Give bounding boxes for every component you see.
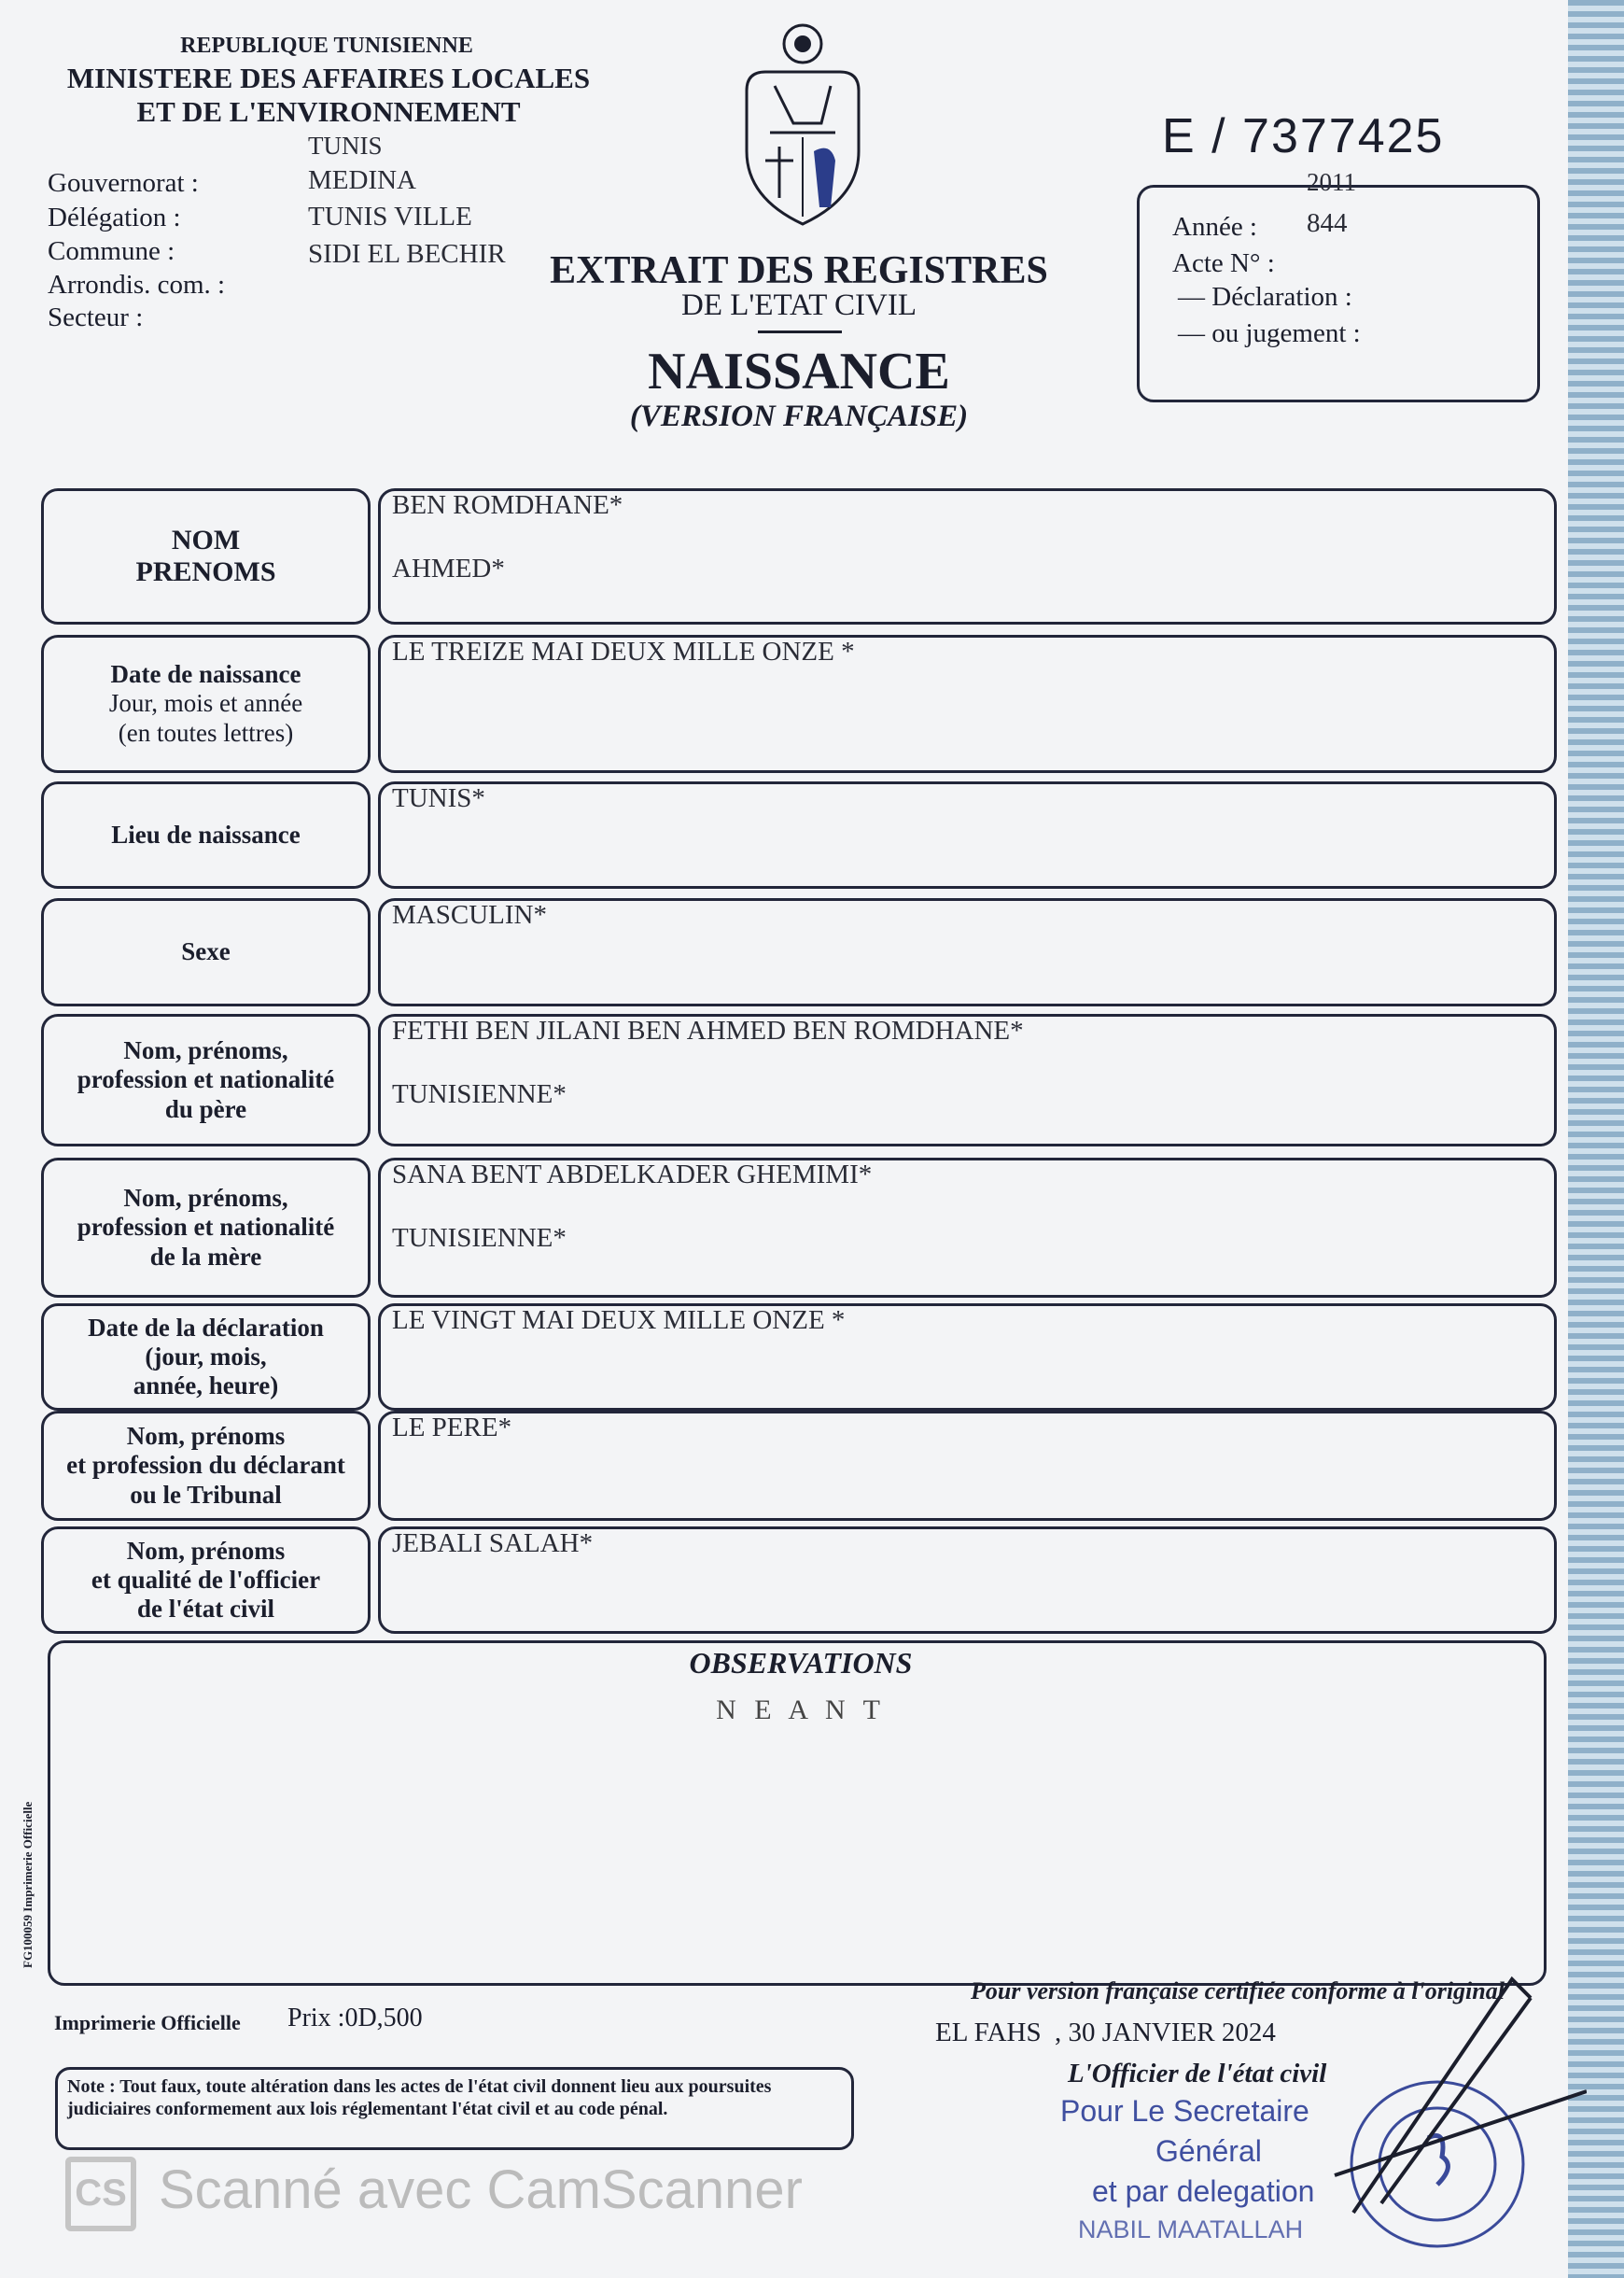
title-line1: EXTRAIT DES REGISTRES [550,249,1048,292]
acte-year: 2011 [1307,168,1356,196]
row-value: JEBALI SALAH* [392,1528,594,1558]
row-value: LE PERE* [392,1413,512,1442]
row-label: Date de la déclaration (jour, mois, année, heure) [88,1313,324,1400]
row-value-box [378,1411,1557,1521]
republic-label: REPUBLIQUE TUNISIENNE [180,34,473,58]
stamp-line1: Pour Le Secretaire [1060,2094,1309,2128]
row-label: Nom, prénoms et profession du déclarant ou le Tribunal [66,1422,345,1509]
security-border [1568,0,1624,2278]
date-label: , 30 JANVIER 2024 [1055,2018,1276,2047]
row-value: BEN ROMDHANE* [392,490,623,520]
title-divider [758,330,842,333]
observations-label: OBSERVATIONS [689,1646,913,1680]
stamp-line3: et par delegation [1092,2174,1315,2208]
row-label: Nom, prénoms, profession et nationalité du père [77,1036,335,1123]
commune-value: SIDI EL BECHIR [308,239,506,269]
certified-label: Pour version française certifiée conforme à l'original [971,1977,1505,2004]
ministry-line1: MINISTERE DES AFFAIRES LOCALES [66,62,591,94]
row-sublabel: Jour, mois et année (en toutes lettres) [108,689,303,747]
annee-label: Année : [1172,212,1257,242]
row-label: Lieu de naissance [111,820,301,849]
stamp-line4: NABIL MAATALLAH [1078,2215,1304,2243]
observations-box [48,1640,1547,1986]
observations-value: N E A N T [716,1694,886,1725]
tunisia-coat-of-arms-emblem [737,21,868,228]
row-value: TUNIS* [392,783,485,813]
declaration-label: — Déclaration : [1178,282,1352,312]
place-label: EL FAHS [935,2018,1042,2047]
row-value-box [378,781,1557,889]
row-value: TUNISIENNE* [392,1079,567,1109]
row-label-box [41,1303,371,1411]
row-value: LE VINGT MAI DEUX MILLE ONZE * [392,1305,846,1335]
printer-label: Imprimerie Officielle [54,2011,241,2034]
delegation-label: Délégation : [48,203,181,232]
title-line2: DE L'ETAT CIVIL [681,288,917,322]
row-label: Sexe [181,937,231,966]
gouvernorat-label: Gouvernorat : [48,168,199,198]
row-label-box [41,898,371,1006]
camscanner-logo-icon: CS [65,2157,136,2231]
row-value: TUNISIENNE* [392,1223,567,1253]
row-label-box [41,1014,371,1146]
version-label: (VERSION FRANÇAISE) [629,400,969,433]
row-value: MASCULIN* [392,900,547,930]
row-value: SANA BENT ABDELKADER GHEMIMI* [392,1160,873,1189]
row-label-box [41,1411,371,1521]
officer-label: L'Officier de l'état civil [1068,2059,1327,2088]
row-label: NOM PRENOMS [135,524,276,587]
row-value: FETHI BEN JILANI BEN AHMED BEN ROMDHANE* [392,1016,1024,1046]
jugement-label: — ou jugement : [1178,318,1361,348]
side-print-ref: FG100059 Imprimerie Officielle [21,1801,35,1968]
official-seal-and-signature-icon [1325,1970,1587,2250]
row-value: LE TREIZE MAI DEUX MILLE ONZE * [392,637,855,667]
delegation-value: TUNIS VILLE [308,202,472,232]
row-label-box [41,635,371,773]
commune-label: Commune : [48,236,175,266]
row-label-box [41,781,371,889]
acte-label: Acte N° : [1172,248,1275,278]
legal-note: Note : Tout faux, toute altération dans les actes de l'état civil donnent lieu aux poursuites judiciaires conformement aux lois réglementant l'état civil et au code pénal. [67,2076,772,2119]
gouvernorat-value-top: TUNIS [308,132,383,160]
stamp-line2: Général [1155,2134,1262,2168]
row-label-box [41,488,371,625]
row-label: Nom, prénoms et qualité de l'officier de l'état civil [91,1536,321,1624]
annee-value: 844 [1307,208,1348,238]
camscanner-watermark: Scanné avec CamScanner [159,2159,803,2220]
secteur-label: Secteur : [48,302,144,332]
gouvernorat-value: MEDINA [308,165,416,195]
price-label: Prix :0D,500 [287,2004,423,2032]
document-type-title: NAISSANCE [648,343,950,401]
row-label: Nom, prénoms, profession et nationalité de la mère [77,1184,335,1271]
legal-note-box [55,2067,854,2150]
row-label-box [41,1526,371,1634]
row-label-box [41,1158,371,1298]
arrondis-label: Arrondis. com. : [48,270,226,300]
row-value: AHMED* [392,554,505,584]
ministry-line2: ET DE L'ENVIRONNEMENT [136,95,521,128]
row-value-box [378,898,1557,1006]
row-label: Date de naissance [110,660,301,689]
serial-number: E / 7377425 [1162,109,1445,163]
